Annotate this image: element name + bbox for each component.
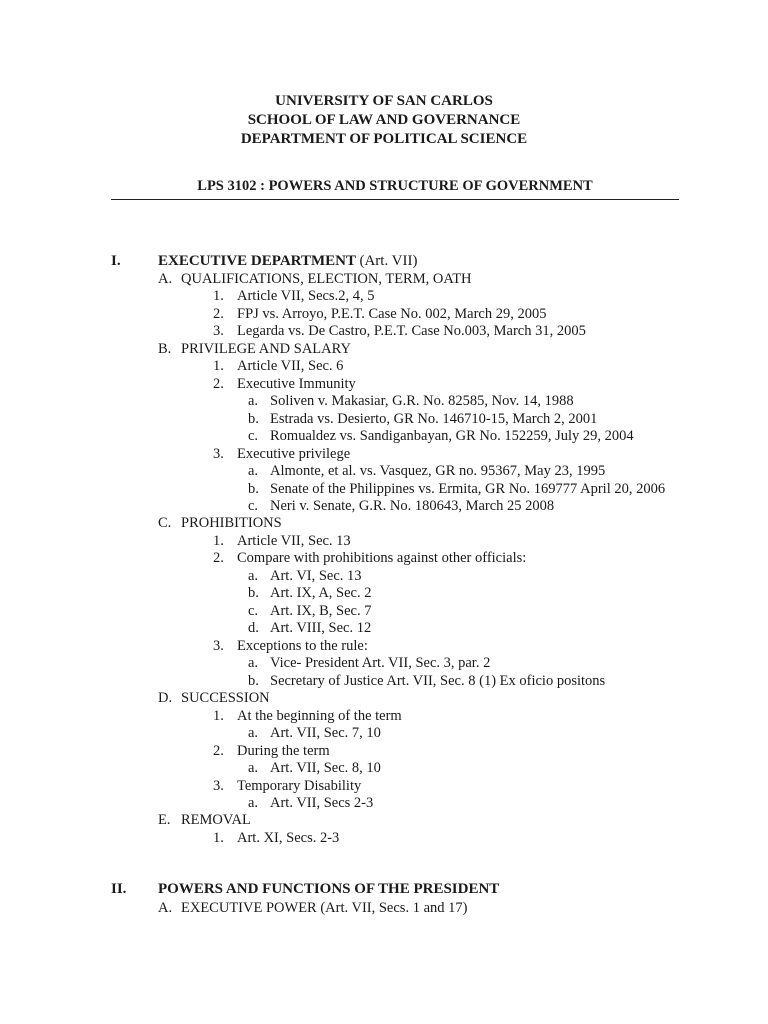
outline-item: 1. Article VII, Sec. 6 bbox=[213, 358, 344, 374]
outline-item: 3. Legarda vs. De Castro, P.E.T. Case No.003, March 31, 2005 bbox=[213, 323, 586, 339]
outline-item: 1. Art. XI, Secs. 2-3 bbox=[213, 830, 340, 846]
outline-item: 2. FPJ vs. Arroyo, P.E.T. Case No. 002, March 29, 2005 bbox=[213, 306, 547, 322]
outline-item: b. Estrada vs. Desierto, GR No. 146710-15, March 2, 2001 bbox=[248, 411, 598, 427]
university-name: UNIVERSITY OF SAN CARLOS bbox=[275, 93, 493, 109]
section-numeral: I. bbox=[111, 253, 121, 269]
outline-item: 3. Executive privilege bbox=[213, 446, 351, 462]
outline-item: 2. Compare with prohibitions against other officials: bbox=[213, 550, 527, 566]
outline-item: 2. Executive Immunity bbox=[213, 376, 356, 392]
outline-item: c. Neri v. Senate, G.R. No. 180643, March 25 2008 bbox=[248, 498, 555, 514]
course-title: LPS 3102 : POWERS AND STRUCTURE OF GOVERNMENT bbox=[197, 178, 593, 194]
section-note: (Art. VII) bbox=[359, 253, 418, 269]
outline-item: 1. Article VII, Secs.2, 4, 5 bbox=[213, 288, 375, 304]
outline-item: a. Vice- President Art. VII, Sec. 3, par. 2 bbox=[248, 655, 491, 671]
outline-item: a. Soliven v. Makasiar, G.R. No. 82585, Nov. 14, 1988 bbox=[248, 393, 574, 409]
outline-item: C. PROHIBITIONS bbox=[158, 515, 282, 531]
outline-item: 1. Article VII, Sec. 13 bbox=[213, 533, 351, 549]
outline-item: c. Romualdez vs. Sandiganbayan, GR No. 152259, July 29, 2004 bbox=[248, 428, 634, 444]
outline-item: b. Art. IX, A, Sec. 2 bbox=[248, 585, 372, 601]
outline-item: a. Art. VII, Secs 2-3 bbox=[248, 795, 374, 811]
section-title: POWERS AND FUNCTIONS OF THE PRESIDENT bbox=[158, 881, 500, 897]
school-name: SCHOOL OF LAW AND GOVERNANCE bbox=[247, 112, 521, 128]
outline-item: a. Art. VII, Sec. 7, 10 bbox=[248, 725, 381, 741]
outline-item: a. Almonte, et al. vs. Vasquez, GR no. 95367, May 23, 1995 bbox=[248, 463, 606, 479]
outline-item: c. Art. IX, B, Sec. 7 bbox=[248, 603, 372, 619]
outline-item: b. Secretary of Justice Art. VII, Sec. 8 (1) Ex oficio positons bbox=[248, 673, 606, 689]
outline-item: D. SUCCESSION bbox=[158, 690, 270, 706]
outline-item: d. Art. VIII, Sec. 12 bbox=[248, 620, 372, 636]
outline-item: 1. At the beginning of the term bbox=[213, 708, 402, 724]
outline-item: a. Art. VI, Sec. 13 bbox=[248, 568, 362, 584]
header-divider bbox=[111, 199, 679, 200]
outline-item: b. Senate of the Philippines vs. Ermita, GR No. 169777 April 20, 2006 bbox=[248, 481, 666, 497]
department-name: DEPARTMENT OF POLITICAL SCIENCE bbox=[240, 131, 528, 147]
outline-item: 3. Temporary Disability bbox=[213, 778, 362, 794]
outline-item: E. REMOVAL bbox=[158, 812, 251, 828]
section-title: EXECUTIVE DEPARTMENT (Art. VII) bbox=[158, 253, 418, 269]
section-numeral: II. bbox=[111, 881, 127, 897]
outline-item: 3. Exceptions to the rule: bbox=[213, 638, 368, 654]
document-header bbox=[0, 92, 768, 149]
outline-item: A. EXECUTIVE POWER (Art. VII, Secs. 1 and 17) bbox=[158, 900, 468, 916]
outline-item: B. PRIVILEGE AND SALARY bbox=[158, 341, 351, 357]
outline-item: a. Art. VII, Sec. 8, 10 bbox=[248, 760, 381, 776]
outline-item: 2. During the term bbox=[213, 743, 330, 759]
outline-item: A. QUALIFICATIONS, ELECTION, TERM, OATH bbox=[158, 271, 472, 287]
